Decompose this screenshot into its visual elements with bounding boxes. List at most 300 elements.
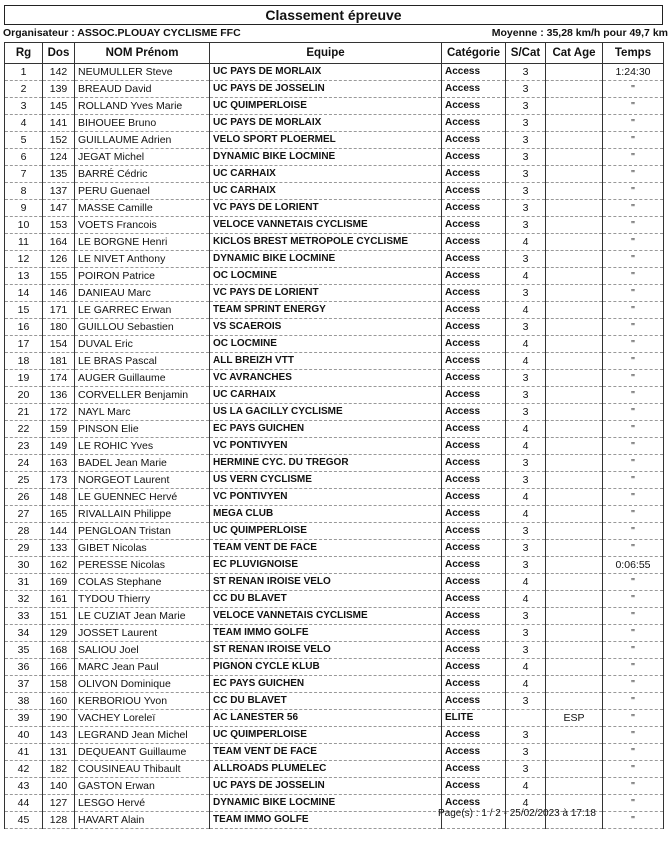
bib-cell: 141 [43, 115, 75, 132]
category-cell: ELITE [442, 710, 506, 727]
category-cell: Access [442, 183, 506, 200]
name-cell: VOETS Francois [75, 217, 210, 234]
rank-cell: 23 [5, 438, 43, 455]
category-cell: Access [442, 744, 506, 761]
team-cell: VELO SPORT PLOERMEL [210, 132, 442, 149]
bib-cell: 137 [43, 183, 75, 200]
subcategory-cell: 3 [506, 404, 546, 421]
bib-cell: 145 [43, 98, 75, 115]
time-cell: " [603, 591, 664, 608]
table-row [5, 608, 664, 625]
subcategory-cell: 4 [506, 659, 546, 676]
subcategory-cell: 3 [506, 727, 546, 744]
age-category-cell [546, 234, 603, 251]
category-cell: Access [442, 540, 506, 557]
name-cell: LE BORGNE Henri [75, 234, 210, 251]
table-row [5, 676, 664, 693]
table-row [5, 761, 664, 778]
table-row [5, 166, 664, 183]
rank-cell: 22 [5, 421, 43, 438]
rank-cell: 38 [5, 693, 43, 710]
subcategory-cell: 3 [506, 387, 546, 404]
category-cell: Access [442, 285, 506, 302]
category-cell: Access [442, 166, 506, 183]
table-row [5, 727, 664, 744]
name-cell: ROLLAND Yves Marie [75, 98, 210, 115]
bib-cell: 164 [43, 234, 75, 251]
team-cell: UC CARHAIX [210, 183, 442, 200]
team-cell: ST RENAN IROISE VELO [210, 574, 442, 591]
name-cell: DUVAL Eric [75, 336, 210, 353]
bib-cell: 143 [43, 727, 75, 744]
subcategory-cell: 4 [506, 489, 546, 506]
rank-cell: 4 [5, 115, 43, 132]
time-cell: " [603, 353, 664, 370]
age-category-cell [546, 64, 603, 81]
time-cell: " [603, 625, 664, 642]
name-cell: BARRÉ Cédric [75, 166, 210, 183]
category-cell: Access [442, 693, 506, 710]
team-cell: VELOCE VANNETAIS CYCLISME [210, 608, 442, 625]
time-cell: " [603, 200, 664, 217]
rank-cell: 39 [5, 710, 43, 727]
table-row [5, 370, 664, 387]
age-category-cell [546, 353, 603, 370]
category-cell: Access [442, 659, 506, 676]
category-cell: Access [442, 421, 506, 438]
table-row [5, 659, 664, 676]
age-category-cell [546, 302, 603, 319]
subcategory-cell: 4 [506, 421, 546, 438]
rank-cell: 27 [5, 506, 43, 523]
team-cell: UC CARHAIX [210, 387, 442, 404]
team-cell: CC DU BLAVET [210, 693, 442, 710]
column-header-categorie: Catégorie [442, 43, 506, 64]
category-cell: Access [442, 625, 506, 642]
time-cell: " [603, 523, 664, 540]
team-cell: CC DU BLAVET [210, 591, 442, 608]
time-cell: " [603, 336, 664, 353]
rank-cell: 1 [5, 64, 43, 81]
team-cell: TEAM IMMO GOLFE [210, 625, 442, 642]
name-cell: JEGAT Michel [75, 149, 210, 166]
table-row [5, 778, 664, 795]
age-category-cell [546, 472, 603, 489]
rank-cell: 3 [5, 98, 43, 115]
name-cell: GUILLOU Sebastien [75, 319, 210, 336]
age-category-cell [546, 761, 603, 778]
info-row [3, 26, 668, 40]
category-cell: Access [442, 149, 506, 166]
bib-cell: 139 [43, 81, 75, 98]
name-cell: DEQUEANT Guillaume [75, 744, 210, 761]
age-category-cell [546, 387, 603, 404]
subcategory-cell: 3 [506, 455, 546, 472]
age-category-cell [546, 557, 603, 574]
team-cell: VC PONTIVYEN [210, 489, 442, 506]
category-cell: Access [442, 438, 506, 455]
bib-cell: 174 [43, 370, 75, 387]
age-category-cell [546, 455, 603, 472]
rank-cell: 25 [5, 472, 43, 489]
bib-cell: 168 [43, 642, 75, 659]
rank-cell: 29 [5, 540, 43, 557]
bib-cell: 163 [43, 455, 75, 472]
table-row [5, 285, 664, 302]
name-cell: LE BRAS Pascal [75, 353, 210, 370]
age-category-cell [546, 540, 603, 557]
name-cell: NAYL Marc [75, 404, 210, 421]
subcategory-cell: 4 [506, 353, 546, 370]
team-cell: DYNAMIC BIKE LOCMINE [210, 795, 442, 812]
column-header-catage: Cat Age [546, 43, 603, 64]
bib-cell: 162 [43, 557, 75, 574]
bib-cell: 148 [43, 489, 75, 506]
table-row [5, 421, 664, 438]
subcategory-cell: 3 [506, 98, 546, 115]
bib-cell: 160 [43, 693, 75, 710]
table-row [5, 200, 664, 217]
age-category-cell [546, 676, 603, 693]
age-category-cell [546, 642, 603, 659]
bib-cell: 166 [43, 659, 75, 676]
average-speed-label: Moyenne : 35,28 km/h pour 49,7 km [491, 27, 668, 39]
time-cell: " [603, 642, 664, 659]
subcategory-cell: 4 [506, 795, 546, 812]
subcategory-cell: 3 [506, 370, 546, 387]
subcategory-cell: 3 [506, 132, 546, 149]
team-cell: VS SCAEROIS [210, 319, 442, 336]
rank-cell: 5 [5, 132, 43, 149]
time-cell: " [603, 251, 664, 268]
category-cell: Access [442, 370, 506, 387]
bib-cell: 144 [43, 523, 75, 540]
table-row [5, 455, 664, 472]
column-header-nom: NOM Prénom [75, 43, 210, 64]
team-cell: HERMINE CYC. DU TREGOR [210, 455, 442, 472]
team-cell: KICLOS BREST METROPOLE CYCLISME [210, 234, 442, 251]
rank-cell: 19 [5, 370, 43, 387]
team-cell: DYNAMIC BIKE LOCMINE [210, 149, 442, 166]
bib-cell: 128 [43, 812, 75, 829]
name-cell: BIHOUEE Bruno [75, 115, 210, 132]
rank-cell: 43 [5, 778, 43, 795]
rank-cell: 8 [5, 183, 43, 200]
subcategory-cell: 3 [506, 149, 546, 166]
time-cell: " [603, 472, 664, 489]
page-info: Page(s) : 1 / 2 - 25/02/2023 à 17:18 [438, 808, 596, 819]
subcategory-cell: 4 [506, 234, 546, 251]
table-row [5, 336, 664, 353]
team-cell: UC QUIMPERLOISE [210, 98, 442, 115]
subcategory-cell: 3 [506, 540, 546, 557]
age-category-cell [546, 149, 603, 166]
time-cell: " [603, 659, 664, 676]
time-cell: " [603, 455, 664, 472]
team-cell: UC CARHAIX [210, 166, 442, 183]
age-category-cell [546, 166, 603, 183]
name-cell: RIVALLAIN Philippe [75, 506, 210, 523]
time-cell: 0:06:55 [603, 557, 664, 574]
bib-cell: 153 [43, 217, 75, 234]
subcategory-cell: 4 [506, 336, 546, 353]
age-category-cell [546, 591, 603, 608]
category-cell: Access [442, 319, 506, 336]
table-row [5, 642, 664, 659]
team-cell: UC PAYS DE MORLAIX [210, 115, 442, 132]
subcategory-cell: 3 [506, 285, 546, 302]
table-row [5, 353, 664, 370]
table-row [5, 251, 664, 268]
team-cell: US VERN CYCLISME [210, 472, 442, 489]
bib-cell: 158 [43, 676, 75, 693]
rank-cell: 6 [5, 149, 43, 166]
name-cell: MARC Jean Paul [75, 659, 210, 676]
name-cell: CORVELLER Benjamin [75, 387, 210, 404]
name-cell: COLAS Stephane [75, 574, 210, 591]
rank-cell: 44 [5, 795, 43, 812]
team-cell: UC PAYS DE JOSSELIN [210, 81, 442, 98]
table-header-row [5, 43, 664, 64]
age-category-cell: ESP [546, 710, 603, 727]
rank-cell: 40 [5, 727, 43, 744]
rank-cell: 36 [5, 659, 43, 676]
table-row [5, 506, 664, 523]
team-cell: VELOCE VANNETAIS CYCLISME [210, 217, 442, 234]
category-cell: Access [442, 268, 506, 285]
name-cell: KERBORIOU Yvon [75, 693, 210, 710]
team-cell: VC PAYS DE LORIENT [210, 285, 442, 302]
table-row [5, 234, 664, 251]
table-row [5, 404, 664, 421]
table-row [5, 489, 664, 506]
rank-cell: 34 [5, 625, 43, 642]
category-cell: Access [442, 795, 506, 812]
subcategory-cell: 3 [506, 642, 546, 659]
age-category-cell [546, 81, 603, 98]
bib-cell: 127 [43, 795, 75, 812]
rank-cell: 42 [5, 761, 43, 778]
team-cell: OC LOCMINE [210, 268, 442, 285]
category-cell: Access [442, 302, 506, 319]
time-cell: " [603, 540, 664, 557]
rank-cell: 9 [5, 200, 43, 217]
subcategory-cell: 4 [506, 438, 546, 455]
category-cell: Access [442, 217, 506, 234]
name-cell: BADEL Jean Marie [75, 455, 210, 472]
time-cell: " [603, 132, 664, 149]
rank-cell: 12 [5, 251, 43, 268]
table-row [5, 217, 664, 234]
rank-cell: 37 [5, 676, 43, 693]
page-title [4, 5, 663, 25]
time-cell: " [603, 795, 664, 812]
table-row [5, 268, 664, 285]
column-header-rg: Rg [5, 43, 43, 64]
time-cell: " [603, 217, 664, 234]
table-row [5, 98, 664, 115]
bib-cell: 181 [43, 353, 75, 370]
subcategory-cell: 3 [506, 115, 546, 132]
name-cell: VACHEY Loreleï [75, 710, 210, 727]
bib-cell: 136 [43, 387, 75, 404]
table-row [5, 149, 664, 166]
age-category-cell [546, 608, 603, 625]
time-cell: " [603, 285, 664, 302]
subcategory-cell: 3 [506, 523, 546, 540]
category-cell: Access [442, 234, 506, 251]
bib-cell: 131 [43, 744, 75, 761]
category-cell: Access [442, 676, 506, 693]
time-cell: " [603, 761, 664, 778]
subcategory-cell: 3 [506, 217, 546, 234]
category-cell: Access [442, 64, 506, 81]
bib-cell: 190 [43, 710, 75, 727]
time-cell: " [603, 506, 664, 523]
age-category-cell [546, 438, 603, 455]
table-row [5, 625, 664, 642]
bib-cell: 172 [43, 404, 75, 421]
column-header-scat: S/Cat [506, 43, 546, 64]
category-cell: Access [442, 506, 506, 523]
time-cell: " [603, 370, 664, 387]
time-cell: " [603, 302, 664, 319]
category-cell: Access [442, 353, 506, 370]
category-cell: Access [442, 523, 506, 540]
name-cell: PERU Guenael [75, 183, 210, 200]
rank-cell: 20 [5, 387, 43, 404]
age-category-cell [546, 778, 603, 795]
team-cell: UC PAYS DE MORLAIX [210, 64, 442, 81]
bib-cell: 152 [43, 132, 75, 149]
rank-cell: 14 [5, 285, 43, 302]
name-cell: COUSINEAU Thibault [75, 761, 210, 778]
name-cell: LE NIVET Anthony [75, 251, 210, 268]
category-cell: Access [442, 115, 506, 132]
table-row [5, 64, 664, 81]
subcategory-cell: 3 [506, 183, 546, 200]
rank-cell: 15 [5, 302, 43, 319]
rank-cell: 45 [5, 812, 43, 829]
age-category-cell [546, 421, 603, 438]
rank-cell: 35 [5, 642, 43, 659]
category-cell: Access [442, 81, 506, 98]
subcategory-cell: 4 [506, 676, 546, 693]
time-cell: " [603, 438, 664, 455]
subcategory-cell: 4 [506, 778, 546, 795]
time-cell: " [603, 115, 664, 132]
name-cell: NEUMULLER Steve [75, 64, 210, 81]
age-category-cell [546, 98, 603, 115]
bib-cell: 155 [43, 268, 75, 285]
table-row [5, 557, 664, 574]
table-row [5, 387, 664, 404]
bib-cell: 142 [43, 64, 75, 81]
bib-cell: 147 [43, 200, 75, 217]
organiser-label: Organisateur : ASSOC.PLOUAY CYCLISME FFC [3, 27, 241, 39]
age-category-cell [546, 115, 603, 132]
category-cell: Access [442, 200, 506, 217]
subcategory-cell: 3 [506, 200, 546, 217]
bib-cell: 169 [43, 574, 75, 591]
name-cell: GUILLAUME Adrien [75, 132, 210, 149]
team-cell: PIGNON CYCLE KLUB [210, 659, 442, 676]
bib-cell: 149 [43, 438, 75, 455]
subcategory-cell: 3 [506, 608, 546, 625]
column-header-temps: Temps [603, 43, 664, 64]
name-cell: TYDOU Thierry [75, 591, 210, 608]
category-cell: Access [442, 727, 506, 744]
category-cell: Access [442, 761, 506, 778]
table-row [5, 523, 664, 540]
team-cell: DYNAMIC BIKE LOCMINE [210, 251, 442, 268]
age-category-cell [546, 268, 603, 285]
table-row [5, 115, 664, 132]
name-cell: PINSON Elie [75, 421, 210, 438]
category-cell: Access [442, 98, 506, 115]
bib-cell: 124 [43, 149, 75, 166]
page-footer [438, 808, 596, 819]
age-category-cell [546, 132, 603, 149]
bib-cell: 165 [43, 506, 75, 523]
rank-cell: 30 [5, 557, 43, 574]
age-category-cell [546, 319, 603, 336]
time-cell: " [603, 387, 664, 404]
time-cell: " [603, 608, 664, 625]
category-cell: Access [442, 455, 506, 472]
name-cell: PENGLOAN Tristan [75, 523, 210, 540]
team-cell: ALLROADS PLUMELEC [210, 761, 442, 778]
bib-cell: 182 [43, 761, 75, 778]
category-cell: Access [442, 608, 506, 625]
subcategory-cell: 3 [506, 166, 546, 183]
rank-cell: 21 [5, 404, 43, 421]
category-cell: Access [442, 404, 506, 421]
table-row [5, 438, 664, 455]
time-cell: " [603, 676, 664, 693]
team-cell: VC AVRANCHES [210, 370, 442, 387]
bib-cell: 151 [43, 608, 75, 625]
subcategory-cell: 4 [506, 302, 546, 319]
table-row [5, 472, 664, 489]
age-category-cell [546, 693, 603, 710]
name-cell: BREAUD David [75, 81, 210, 98]
name-cell: HAVART Alain [75, 812, 210, 829]
age-category-cell [546, 625, 603, 642]
table-row [5, 710, 664, 727]
subcategory-cell [506, 710, 546, 727]
time-cell: " [603, 183, 664, 200]
rank-cell: 31 [5, 574, 43, 591]
rank-cell: 18 [5, 353, 43, 370]
rank-cell: 17 [5, 336, 43, 353]
subcategory-cell: 3 [506, 625, 546, 642]
time-cell: " [603, 268, 664, 285]
age-category-cell [546, 574, 603, 591]
category-cell: Access [442, 591, 506, 608]
time-cell: " [603, 149, 664, 166]
table-row [5, 540, 664, 557]
bib-cell: 129 [43, 625, 75, 642]
team-cell: VC PAYS DE LORIENT [210, 200, 442, 217]
age-category-cell [546, 200, 603, 217]
time-cell: " [603, 710, 664, 727]
team-cell: US LA GACILLY CYCLISME [210, 404, 442, 421]
bib-cell: 159 [43, 421, 75, 438]
category-cell: Access [442, 132, 506, 149]
time-cell: " [603, 812, 664, 829]
rank-cell: 2 [5, 81, 43, 98]
